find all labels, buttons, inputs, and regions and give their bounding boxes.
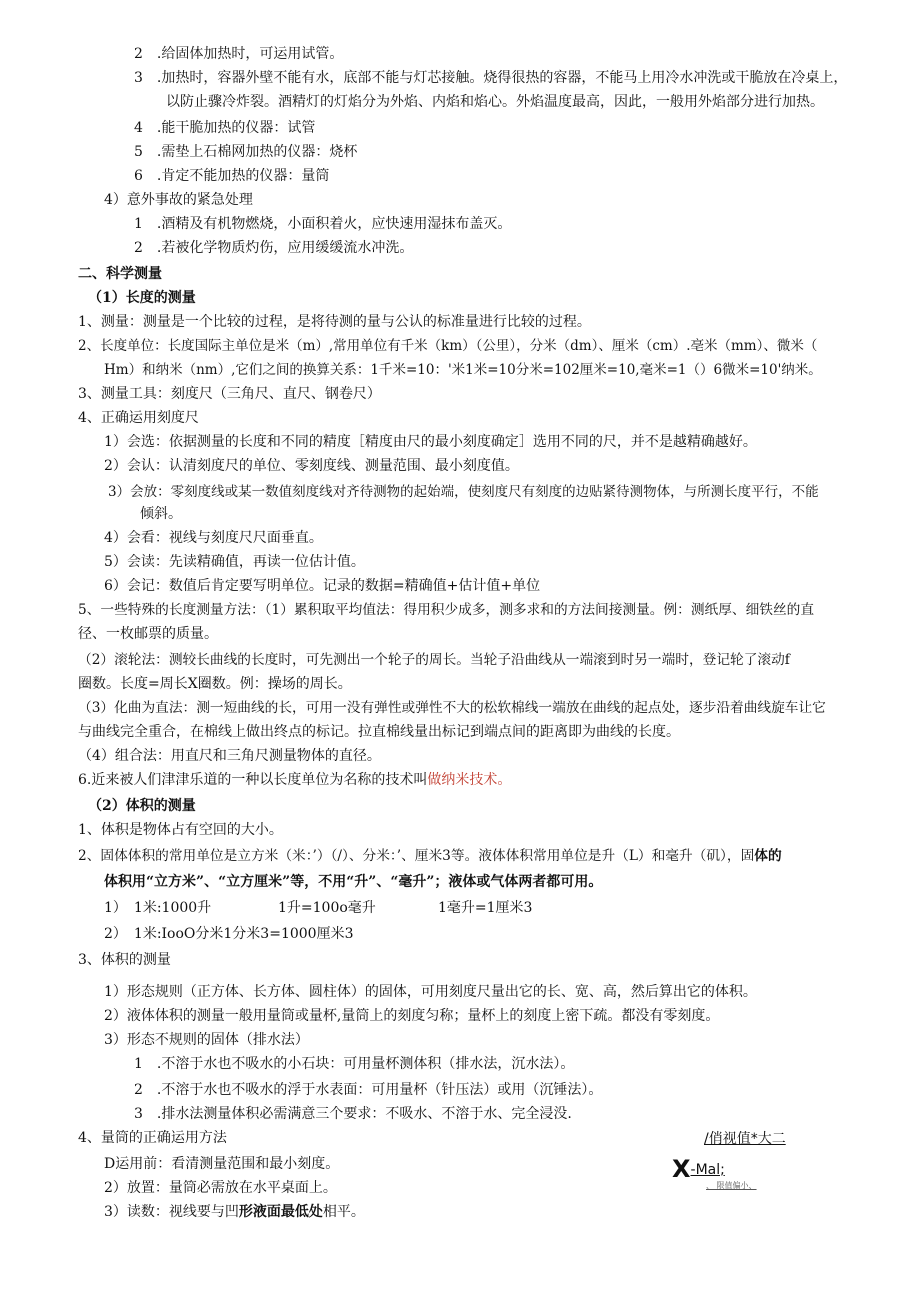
bold-fragment: 体的 xyxy=(754,848,782,864)
text-line: （3）化曲为直法：测一短曲线的长，可用一没有弹性或弹性不大的松软棉线一端放在曲线的起点处，逐步沿着曲线旋车让它 xyxy=(78,700,826,716)
side-note-bottom: 、 限值偏小、 xyxy=(706,1181,757,1190)
text-line: 2 .不溶于水也不吸水的浮于水表面：可用量杯（针压法）或用（沉锤法）。 xyxy=(134,1082,603,1098)
text-line: 1升=100o毫升 xyxy=(278,900,376,916)
text-line xyxy=(78,846,782,866)
text-line: 4、量筒的正确运用方法 xyxy=(78,1130,227,1146)
text-line: 3）会放：零刻度线或某一数值刻度线对齐待测物的起始端，使刻度尺有刻度的边贴紧待测物体，与所测长度平行，不能 xyxy=(108,484,819,500)
text-line: 3 .加热时，容器外壁不能有水，底部不能与灯芯接触。烧得很热的容器，不能马上用冷水冲洗或干脆放在冷桌上， xyxy=(134,70,848,86)
side-note-top: /俏视值*大二 xyxy=(704,1131,786,1147)
text-line: Hm）和纳米（nm）,它们之间的换算关系：1千米=10：'米1米=10分米=102厘米=10,毫米=1（）6微米=10'纳米。 xyxy=(104,362,822,378)
text-line: 1 .酒精及有机物燃烧，小面积着火，应快速用湿抹布盖灭。 xyxy=(134,216,512,232)
text-line: 径、一枚邮票的质量。 xyxy=(78,626,218,642)
text-line: （2）滚轮法：测较长曲线的长度时，可先测出一个轮子的周长。当轮子沿曲线从一端滚到时另一端时，登记轮了滚动f xyxy=(78,652,790,668)
text-line: 1）会选：依据测量的长度和不同的精度［精度由尺的最小刻度确定］选用不同的尺，并不是越精确越好。 xyxy=(104,434,757,450)
text-line: 5 .需垫上石棉网加热的仪器：烧杯 xyxy=(134,144,358,160)
text-line: 3 .排水法测量体积必需满意三个要求：不吸水、不溶于水、完全浸没. xyxy=(134,1106,572,1122)
text-line xyxy=(104,1202,365,1222)
text-line xyxy=(78,770,511,790)
text-line: 2 .若被化学物质灼伤，应用缓缓流水冲洗。 xyxy=(134,240,414,256)
text-line: 4）意外事故的紧急处理 xyxy=(104,192,253,208)
side-note-middle xyxy=(672,1152,725,1183)
text-line: （4）组合法：用直尺和三角尺测量物体的直径。 xyxy=(78,748,381,764)
text-fragment: 相平。 xyxy=(322,1204,365,1220)
text-line: 倾斜。 xyxy=(140,506,182,522)
bold-fragment: 形液面最低处 xyxy=(238,1204,323,1220)
text-line: 1）形态规则（正方体、长方体、圆柱体）的固体，可用刻度尺量出它的长、宽、高，然后算出它的体积。 xyxy=(104,984,757,1000)
text-line: 2 .给固体加热时，可运用试管。 xyxy=(134,46,344,62)
text-line: 3）形态不规则的固体（排水法） xyxy=(104,1032,309,1048)
bold-text-line: 体积用“立方米”、“立方厘米”等，不用“升”、“毫升”；液体或气体两者都可用。 xyxy=(104,874,603,890)
text-line: 圈数。长度=周长X圈数。例：操场的周长。 xyxy=(78,676,352,692)
text-line: 5）会读：先读精确值，再读一位估计值。 xyxy=(104,554,365,570)
cross-mark: X xyxy=(672,1155,691,1183)
text-line: 2） 1米:IooO分米1分米3=1000厘米3 xyxy=(104,926,354,942)
text-line: 1） 1米:1000升 xyxy=(104,900,212,916)
text-line: 6 .肯定不能加热的仪器：量筒 xyxy=(134,168,330,184)
text-line: 4）会看：视线与刻度尺尺面垂直。 xyxy=(104,530,323,546)
text-fragment: 6.近来被人们津津乐道的一种以长度单位为名称的技术叫 xyxy=(78,772,428,788)
highlight-text: 做纳米技术。 xyxy=(427,772,512,788)
text-line: 1毫升=1厘米3 xyxy=(438,900,533,916)
text-line: D运用前：看清测量范围和最小刻度。 xyxy=(104,1156,340,1172)
text-line: 6）会记：数值后肯定要写明单位。记录的数据=精确值+估计值+单位 xyxy=(104,578,541,594)
subsection-heading: （2）体积的测量 xyxy=(88,798,196,814)
text-fragment: 2、固体体积的常用单位是立方米（米：’）（/）、分米：’、厘米3等。液体体积常用单位是升（L）和毫升（矶），固 xyxy=(78,848,755,864)
text-line: 2）会认：认清刻度尺的单位、零刻度线、测量范围、最小刻度值。 xyxy=(104,458,519,474)
section-heading: 二、科学测量 xyxy=(78,266,162,282)
text-line: 1、测量：测量是一个比较的过程，是将待测的量与公认的标准量进行比较的过程。 xyxy=(78,314,591,330)
subsection-heading: （1）长度的测量 xyxy=(88,290,196,306)
text-fragment: 3）读数：视线要与凹 xyxy=(104,1204,239,1220)
text-line: 与曲线完全重合，在棉线上做出终点的标记。拉直棉线量出标记到端点间的距离即为曲线的长度。 xyxy=(78,724,680,740)
text-line: 1、体积是物体占有空回的大小。 xyxy=(78,822,283,838)
text-line: 以防止骤冷炸裂。酒精灯的灯焰分为外焰、内焰和焰心。外焰温度最高，因此，一般用外焰部分进行加热。 xyxy=(166,94,824,110)
text-line: 4、正确运用刻度尺 xyxy=(78,410,199,426)
text-line: 5、一些特殊的长度测量方法：（1）累积取平均值法：得用积少成多，测多求和的方法间接测量。例：测纸厚、细铁丝的直 xyxy=(78,602,815,618)
text-line: 1 .不溶于水也不吸水的小石块：可用量杯测体积（排水法，沉水法）。 xyxy=(134,1056,575,1072)
side-note-text: -Mal; xyxy=(690,1162,725,1178)
text-line: 3、体积的测量 xyxy=(78,952,171,968)
text-line: 3、测量工具：刻度尺（三角尺、直尺、钢卷尺） xyxy=(78,386,381,402)
text-line: 4 .能干脆加热的仪器：试管 xyxy=(134,120,316,136)
text-line: 2、长度单位：长度国际主单位是米（m）,常用单位有千米（km）（公里），分米（dm）、厘米（cm）.亳米（mm）、微米（ xyxy=(78,338,818,354)
text-line: 2）液体体积的测量一般用量筒或量杯,量筒上的刻度匀称；量杯上的刻度上密下疏。都没有零刻度。 xyxy=(104,1008,720,1024)
text-line: 2）放置：量筒必需放在水平桌面上。 xyxy=(104,1180,337,1196)
